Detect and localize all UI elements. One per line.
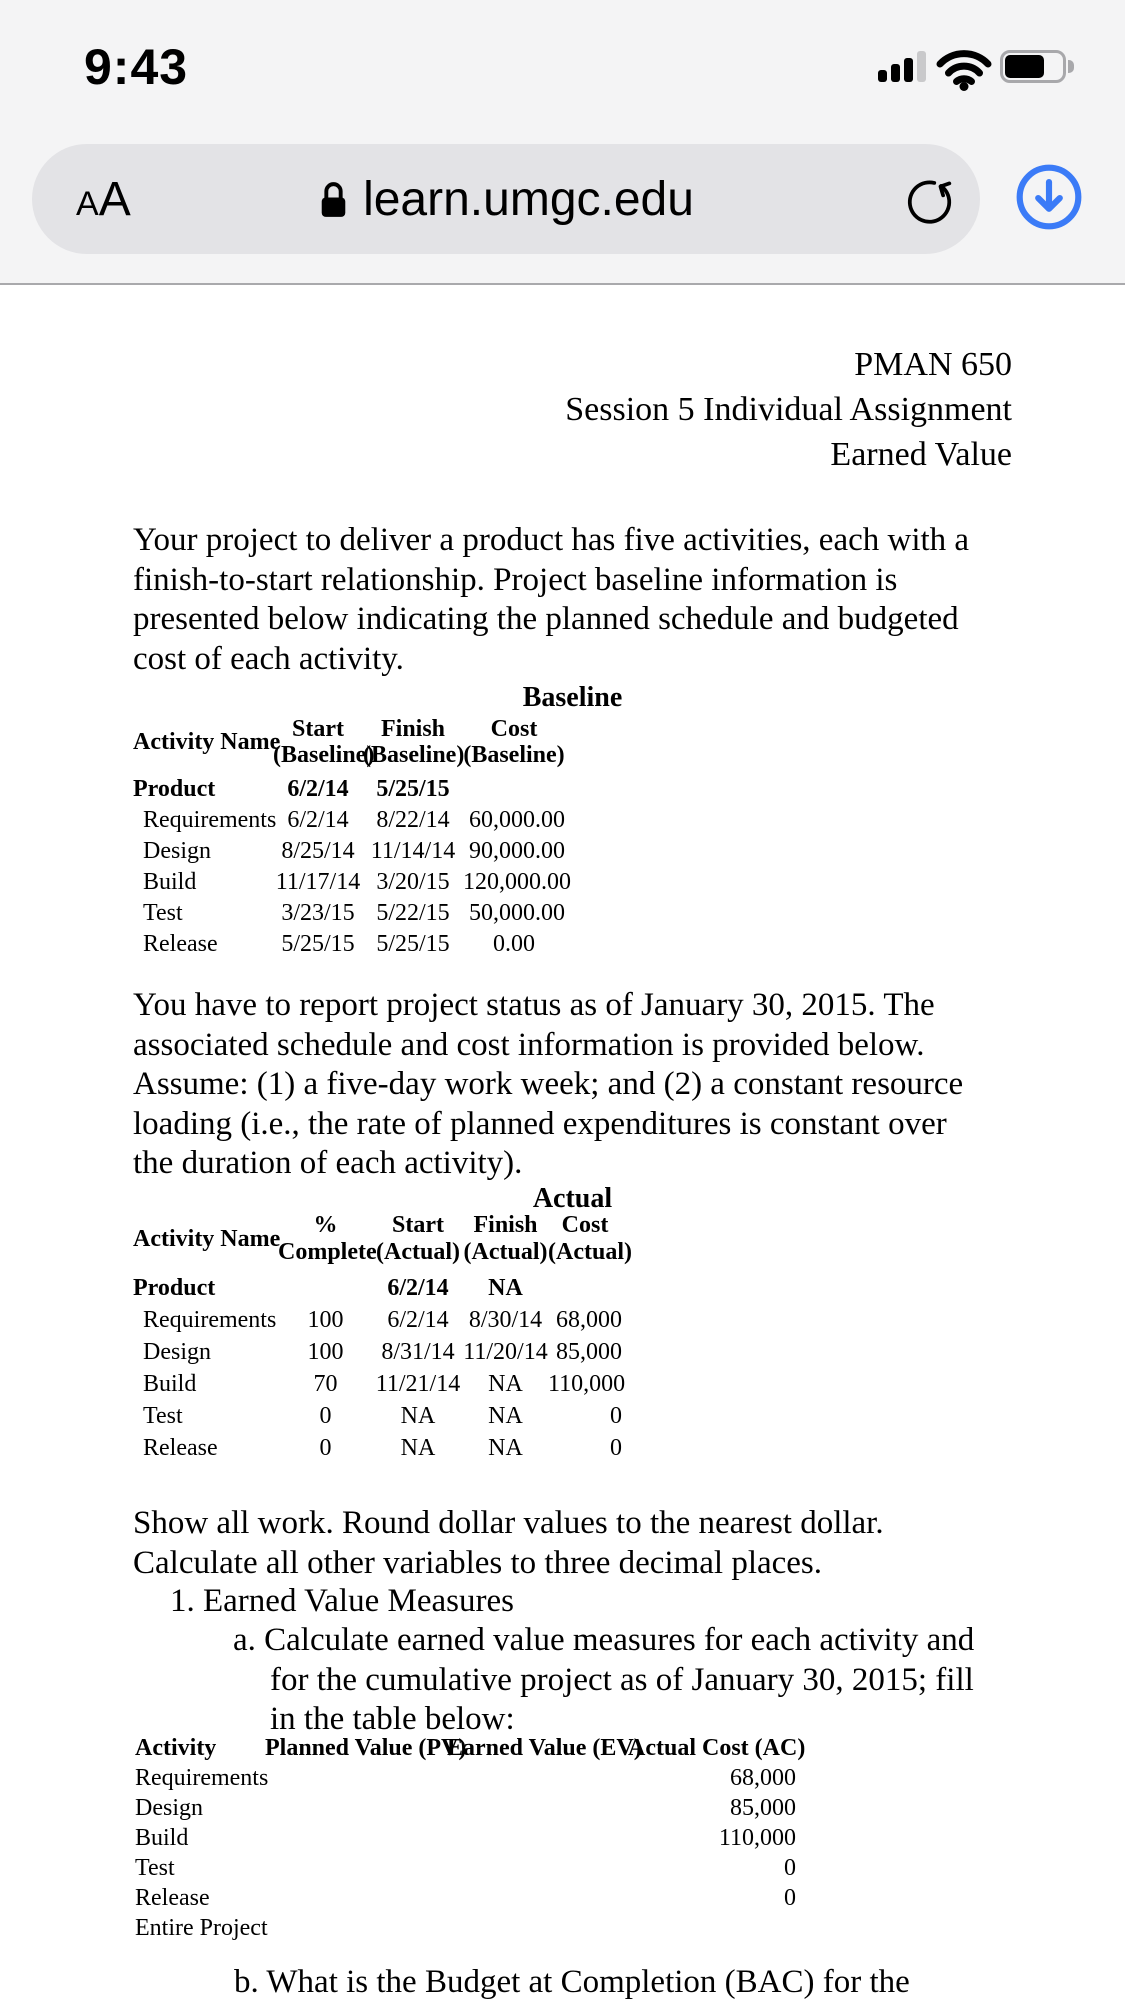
table-row: Requirements 68,000 <box>135 1765 796 1791</box>
baseline-table <box>133 716 583 960</box>
table-row: Requirements 6/2/14 8/22/14 60,000.00 <box>143 807 565 833</box>
table-row: Release 0 <box>135 1885 796 1911</box>
web-page-content[interactable] <box>0 285 1125 2006</box>
instructions-paragraph: Show all work. Round dollar values to the nearest dollar. Calculate all other variables to three decimal places. <box>133 1505 884 1581</box>
actual-table-header: Activity Name % Complete Start (Actual) Finish (Actual) Cost (Actual) <box>133 1212 632 1265</box>
actual-table <box>133 1212 632 1464</box>
baseline-heading: Baseline <box>522 682 623 713</box>
reload-button[interactable] <box>900 172 954 226</box>
table-row: Design 85,000 <box>135 1795 796 1821</box>
address-bar[interactable] <box>32 144 980 254</box>
table-row: Build 70 11/21/14 NA 110,000 <box>143 1371 626 1397</box>
list-item-1b: b. What is the Budget at Completion (BAC) for the <box>234 1964 910 2000</box>
download-circle-icon[interactable] <box>1013 161 1085 233</box>
list-item-1: 1. Earned Value Measures <box>170 1583 514 1619</box>
table-row: Product 6/2/14 5/25/15 <box>133 776 450 802</box>
battery-icon <box>1000 50 1076 83</box>
list-item-1a: a. Calculate earned value measures for each activity and for the cumulative project as of January 30, 2015; fill in the table below: <box>233 1622 975 1737</box>
lock-icon <box>318 179 349 220</box>
table-row: Design 8/25/14 11/14/14 90,000.00 <box>143 838 565 864</box>
reader-a-large: A <box>98 173 131 226</box>
status-paragraph: You have to report project status as of January 30, 2015. The associated schedule and cost information is provided below. Assume: (1) a five-day work week; and (2) a constant resource loading (i.e., the rate of planned expenditures is constant over the duration of each activity). <box>133 987 964 1181</box>
earned-value-table-header: Activity Planned Value (PV) Earned Value (EV) Actual Cost (AC) <box>135 1735 806 1761</box>
status-time: 9:43 <box>84 39 189 95</box>
table-row: Test 0 <box>135 1855 796 1881</box>
earned-value-table <box>135 1733 806 1943</box>
intro-paragraph: Your project to deliver a product has five activities, each with a finish-to-start relationship. Project baseline information is presented below indicating the planned schedule and budgeted cost of each activity. <box>133 522 970 677</box>
table-row: Release 5/25/15 5/25/15 0.00 <box>143 931 535 957</box>
url-display <box>32 144 980 254</box>
table-row: Test 0 NA NA 0 <box>143 1403 622 1429</box>
actual-heading: Actual <box>532 1183 613 1214</box>
baseline-table-header: Activity Name Start (Baseline) Finish (Baseline) Cost (Baseline) <box>133 716 565 768</box>
browser-chrome <box>0 0 1125 285</box>
document-title <box>565 342 1012 477</box>
table-row: Product 6/2/14 NA <box>133 1275 523 1301</box>
reader-a-small: A <box>76 185 99 223</box>
cellular-signal-icon <box>878 51 928 82</box>
wifi-icon <box>936 49 992 91</box>
url-text: learn.umgc.edu <box>363 172 694 226</box>
title-line: Earned Value <box>830 436 1012 473</box>
title-line: Session 5 Individual Assignment <box>565 391 1012 428</box>
table-row: Design 100 8/31/14 11/20/14 85,000 <box>143 1339 622 1365</box>
table-row: Build 110,000 <box>135 1825 796 1851</box>
table-row: Release 0 NA NA 0 <box>143 1435 622 1461</box>
table-row: Requirements 100 6/2/14 8/30/14 68,000 <box>143 1307 622 1333</box>
table-row: Build 11/17/14 3/20/15 120,000.00 <box>143 869 571 895</box>
table-row: Test 3/23/15 5/22/15 50,000.00 <box>143 900 565 926</box>
title-line: PMAN 650 <box>854 346 1012 383</box>
table-row: Entire Project <box>135 1915 268 1941</box>
